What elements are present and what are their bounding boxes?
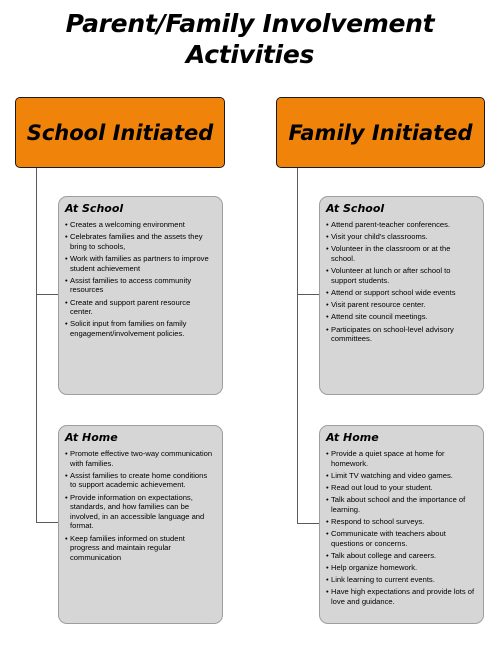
family-initiated-connector-to-at-home	[297, 523, 319, 524]
school-initiated-connector-to-at-home	[36, 522, 58, 523]
list-item: • Assist families to create home conditions to support academic achievement.	[65, 471, 214, 490]
list-item: • Provide information on expectations, standards, and how families can be involved, in an accessible language and format.	[65, 493, 214, 531]
school-at-school-heading: At School	[65, 202, 124, 215]
page-title-line-1: Parent/Family Involvement	[65, 9, 435, 38]
list-item: • Visit parent resource center.	[326, 300, 475, 310]
school-at-home-heading: At Home	[65, 431, 118, 444]
list-item: • Keep families informed on student progress and maintain regular communication	[65, 534, 214, 563]
family-initiated-connector-to-at-school	[297, 294, 319, 295]
family-at-school-heading: At School	[326, 202, 385, 215]
list-item: • Limit TV watching and video games.	[326, 471, 475, 481]
list-item: • Attend or support school wide events	[326, 288, 475, 298]
list-item: • Create and support parent resource center.	[65, 298, 214, 317]
list-item: • Link learning to current events.	[326, 575, 475, 585]
page-title-line-2: Activities	[185, 40, 315, 69]
list-item: • Help organize homework.	[326, 563, 475, 573]
page-title	[0, 8, 500, 70]
list-item: • Read out loud to your student.	[326, 483, 475, 493]
school-initiated-connector-to-at-school	[36, 294, 58, 295]
list-item: • Assist families to access community resources	[65, 276, 214, 295]
list-item: • Participates on school-level advisory committees.	[326, 325, 475, 344]
school-initiated-header	[15, 97, 225, 168]
list-item: • Solicit input from families on family engagement/involvement policies.	[65, 319, 214, 338]
list-item: • Visit your child's classrooms.	[326, 232, 475, 242]
list-item: • Provide a quiet space at home for homework.	[326, 449, 475, 468]
list-item: • Volunteer at lunch or after school to support students.	[326, 266, 475, 285]
list-item: • Talk about school and the importance of learning.	[326, 495, 475, 514]
list-item: • Creates a welcoming environment	[65, 220, 214, 230]
family-initiated-connector-vertical	[297, 168, 298, 524]
school-initiated-connector-vertical	[36, 168, 37, 523]
family-at-home-list	[326, 449, 475, 607]
list-item: • Volunteer in the classroom or at the school.	[326, 244, 475, 263]
list-item: • Talk about college and careers.	[326, 551, 475, 561]
family-at-school-list	[326, 220, 475, 344]
family-initiated-header	[276, 97, 485, 168]
school-at-school-card	[58, 196, 223, 395]
list-item: • Respond to school surveys.	[326, 517, 475, 527]
list-item: • Promote effective two-way communication with families.	[65, 449, 214, 468]
list-item: • Attend parent-teacher conferences.	[326, 220, 475, 230]
school-at-school-list	[65, 220, 214, 339]
family-at-home-heading: At Home	[326, 431, 379, 444]
list-item: • Attend site council meetings.	[326, 312, 475, 322]
list-item: • Celebrates families and the assets they bring to schools,	[65, 232, 214, 251]
school-at-home-card	[58, 425, 223, 624]
family-at-home-card	[319, 425, 484, 624]
school-initiated-label: School Initiated	[26, 120, 214, 145]
family-at-school-card	[319, 196, 484, 395]
list-item: • Communicate with teachers about questions or concerns.	[326, 529, 475, 548]
list-item: • Work with families as partners to improve student achievement	[65, 254, 214, 273]
list-item: • Have high expectations and provide lots of love and guidance.	[326, 587, 475, 606]
family-initiated-label: Family Initiated	[288, 120, 473, 145]
school-at-home-list	[65, 449, 214, 562]
